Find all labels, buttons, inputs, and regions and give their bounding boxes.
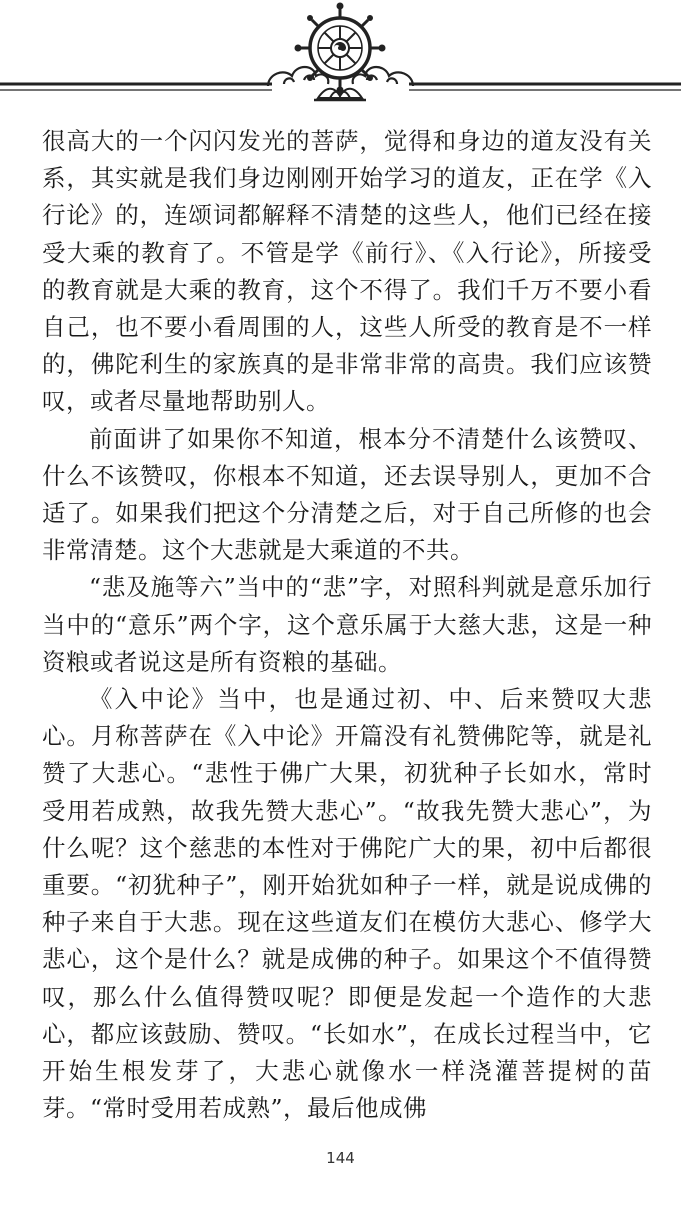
page-number: 144 xyxy=(326,1149,355,1167)
paragraph: 《入中论》当中，也是通过初、中、后来赞叹大悲心。月称菩萨在《入中论》开篇没有礼赞佛陀等，就是礼赞了大悲心。“悲性于佛广大果，初犹种子长如水，常时受用若成熟，故我先赞大悲心”。“故我先赞大悲心”，为什么呢？这个慈悲的本性对于佛陀广大的果，初中后都很重要。“初犹种子”，刚开始犹如种子一样，就是说成佛的种子来自于大悲。现在这些道友们在模仿大悲心、修学大悲心，这个是什么？就是成佛的种子。如果这个不值得赞叹，那么什么值得赞叹呢？即便是发起一个造作的大悲心，都应该鼓励、赞叹。“长如水”，在成长过程当中，它开始生根发芽了，大悲心就像水一样浇灌菩提树的苗芽。“常时受用若成熟”，最后他成佛 xyxy=(42,685,652,1123)
dharma-wheel-icon xyxy=(295,3,386,94)
paragraph: 前面讲了如果你不知道，根本分不清楚什么该赞叹、什么不该赞叹，你根本不知道，还去误导别人，更加不合适了。如果我们把这个分清楚之后，对于自己所修的也会非常清楚。这个大悲就是大乘道的不共。 xyxy=(42,424,652,565)
paragraph: 很高大的一个闪闪发光的菩萨，觉得和身边的道友没有关系，其实就是我们身边刚刚开始学习的道友，正在学《入行论》的，连颂词都解释不清楚的这些人，他们已经在接受大乘的教育了。不管是学《前行》、《入行论》，所接受的教育就是大乘的教育，这个不得了。我们千万不要小看自己，也不要小看周围的人，这些人所受的教育是不一样的，佛陀利生的家族真的是非常非常的高贵。我们应该赞叹，或者尽量地帮助别人。 xyxy=(42,127,652,416)
paragraph: “悲及施等六”当中的“悲”字，对照科判就是意乐加行当中的“意乐”两个字，这个意乐属于大慈大悲，这是一种资粮或者说这是所有资粮的基础。 xyxy=(42,573,652,676)
header-ornament xyxy=(0,0,681,110)
page-header xyxy=(0,0,681,110)
body-text xyxy=(42,123,652,1127)
